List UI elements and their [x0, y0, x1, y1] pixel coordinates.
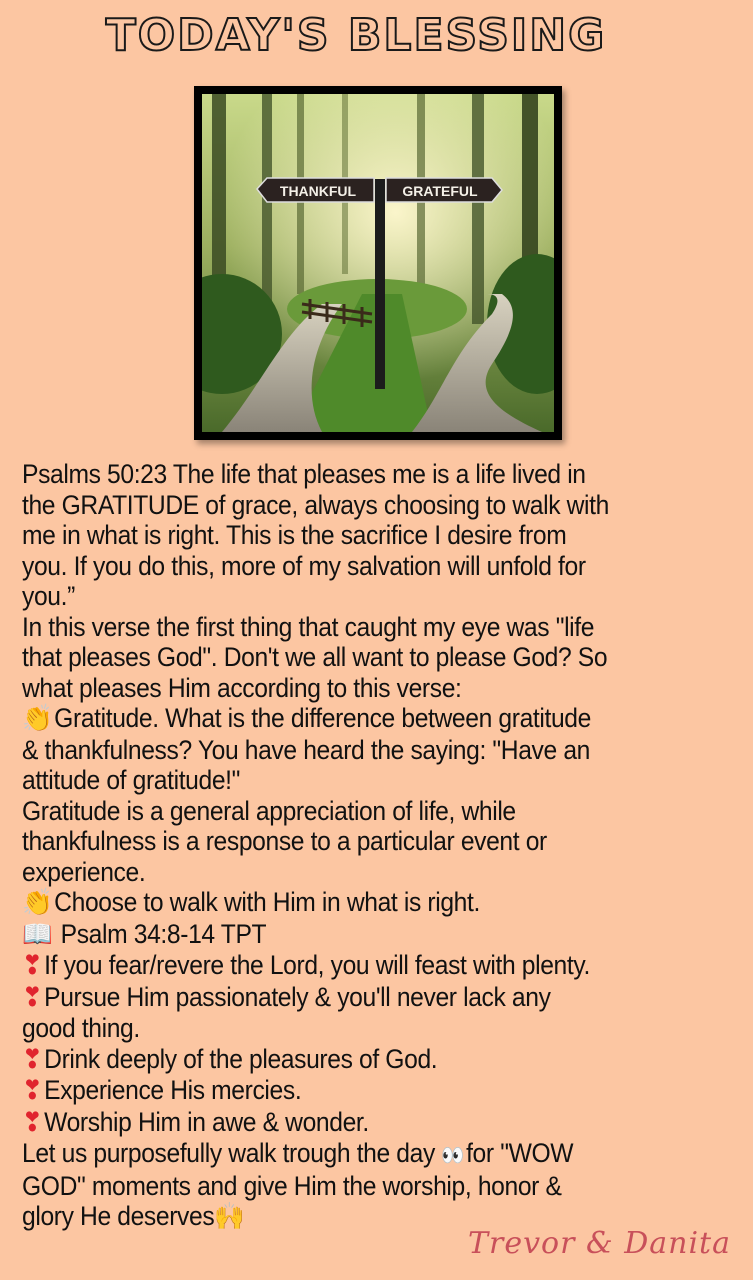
reflection-line: that pleases God". Don't we all want to please God? So — [22, 642, 608, 672]
reflection-line: what pleases Him according to this verse: — [22, 672, 462, 703]
point-line — [22, 887, 733, 919]
heart-line — [22, 1044, 733, 1076]
point-line: & thankfulness? You have heard the saying: "Have an — [22, 734, 590, 765]
heart-line — [22, 1075, 733, 1107]
heart-text: Experience His mercies. — [44, 1075, 302, 1105]
sign-left-label: THANKFUL — [279, 183, 357, 199]
crossroads-illustration — [202, 94, 554, 432]
heart-line — [22, 982, 733, 1014]
point-text: Choose to walk with Him in what is right. — [54, 887, 480, 917]
heart-line — [22, 950, 733, 982]
verse-line: you.” — [22, 581, 75, 611]
heart-line — [22, 1107, 733, 1139]
signature: Trevor & Danita — [467, 1226, 731, 1261]
heart-text: Drink deeply of the pleasures of God. — [44, 1043, 438, 1074]
clapping-hands-icon: 👏 — [22, 887, 53, 918]
verse-line: me in what is right. This is the sacrifice I desire from — [22, 520, 567, 550]
reflection-line: In this verse the first thing that caught my eye was "life — [22, 611, 595, 642]
heart-exclamation-icon: ❣ — [22, 950, 43, 981]
sign-right-label: GRATEFUL — [402, 183, 478, 199]
heart-line: good thing. — [22, 1013, 140, 1043]
point-line — [22, 703, 733, 735]
explain-line: experience. — [22, 856, 146, 887]
heart-exclamation-icon: ❣ — [22, 981, 43, 1013]
eyes-icon: 👀 — [441, 1143, 465, 1167]
heart-exclamation-icon: ❣ — [22, 1043, 43, 1075]
raised-hands-icon: 🙌 — [214, 1201, 245, 1232]
crossroads-image — [194, 86, 562, 440]
point-text: Gratitude. What is the difference between gratitude — [54, 703, 591, 733]
heart-exclamation-icon: ❣ — [22, 1106, 43, 1138]
closing-line: GOD" moments and give Him the worship, honor & — [22, 1170, 562, 1201]
closing-line — [22, 1138, 733, 1171]
point-line: attitude of gratitude!" — [22, 765, 241, 795]
clapping-hands-icon: 👏 — [22, 703, 53, 734]
closing-text: for "WOW — [466, 1138, 574, 1168]
blessing-text — [22, 459, 733, 1233]
scripture-reference: Psalm 34:8-14 TPT — [60, 918, 267, 949]
verse-line: you. If you do this, more of my salvation will unfold for — [22, 550, 586, 581]
heart-text: Pursue Him passionately & you'll never lack any — [44, 981, 551, 1012]
closing-text: glory He deserves — [22, 1201, 215, 1231]
heart-text: If you fear/revere the Lord, you will feast with plenty. — [44, 950, 590, 980]
heart-text: Worship Him in awe & wonder. — [44, 1106, 369, 1137]
explain-line: thankfulness is a response to a particular event or — [22, 826, 547, 856]
reference-line — [22, 919, 733, 951]
page-title: TODAY'S BLESSING — [105, 10, 607, 61]
open-book-icon: 📖 — [22, 918, 53, 950]
verse-line: the GRATITUDE of grace, always choosing to walk with — [22, 489, 609, 520]
verse-line: Psalms 50:23 The life that pleases me is a life lived in — [22, 459, 586, 489]
heart-exclamation-icon: ❣ — [22, 1075, 43, 1106]
closing-text: Let us purposefully walk trough the day — [22, 1138, 435, 1168]
explain-line: Gratitude is a general appreciation of life, while — [22, 795, 516, 826]
